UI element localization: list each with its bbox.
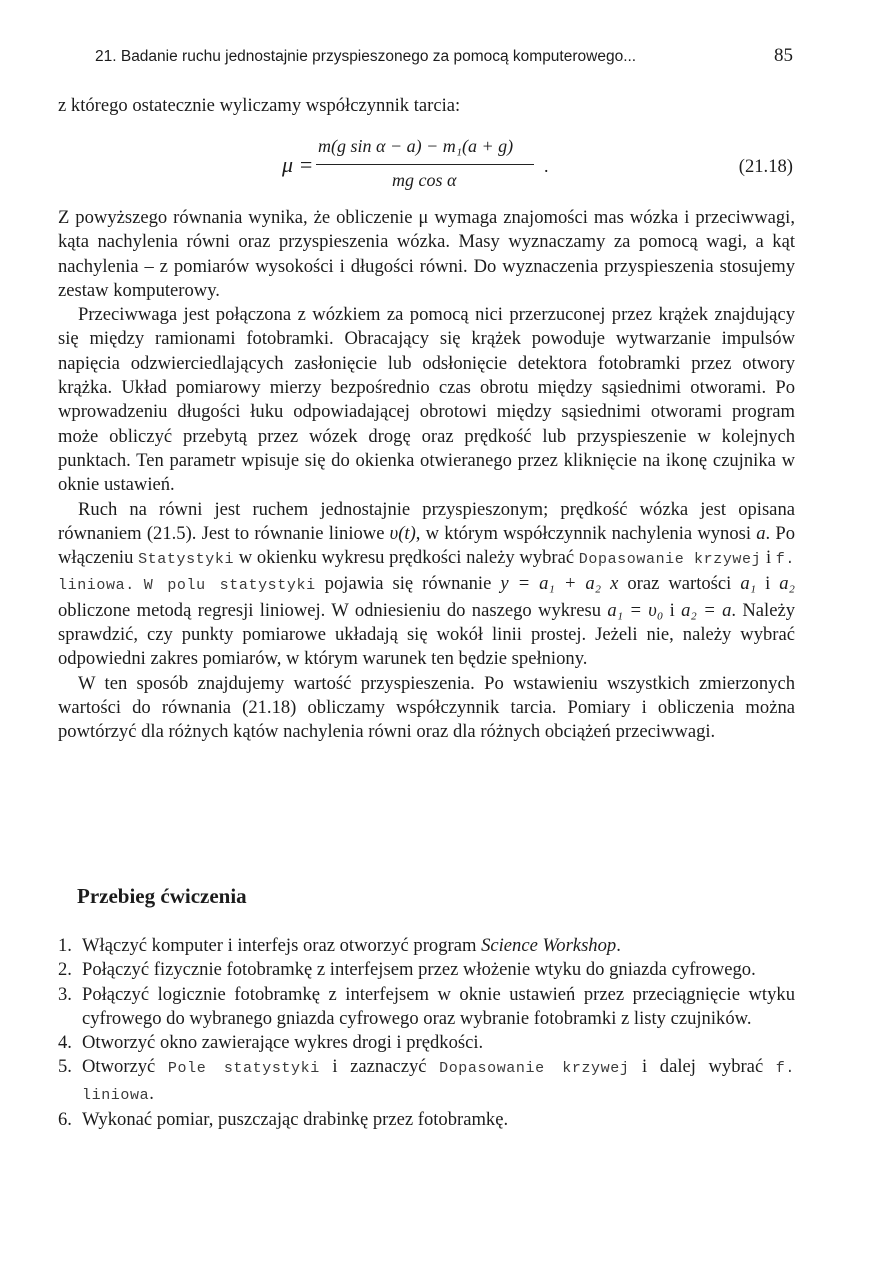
p3-text: . Należy sprawdzić, czy punkty pomiarowe układają się wokół linii prostej. Jeżeli nie, należy wybrać odpowiedni zakres pomiarów, w którym warunek ten będzie spełniony. [58,599,796,670]
ui-term-pole-statystyki: Pole statystyki [167,1060,320,1078]
formula-period: . [544,156,549,176]
ui-term-pole-statystyki: W polu statystyki [143,577,316,595]
formula-lhs: μ = [282,152,314,177]
friction-formula [282,130,622,200]
intro-line [58,94,795,118]
paragraph-4: W ten sposób znajdujemy wartość przyspieszenia. Po wstawieniu wszystkich zmierzonych wartości do równania (21.18) obliczamy współczynnik tarcia. Pomiary i obliczenia można powtórzyć dla różnych kątów nachylenia równi oraz dla różnych obciążeń przeciwwagi. [58,672,795,743]
procedure-list [58,934,795,1132]
ui-term-statystyki: Statystyki [138,551,235,569]
list-item [58,983,795,1032]
ui-term-f-liniowa: f. liniowa [82,1060,795,1104]
list-item-number: 1. [58,935,72,956]
p3-velocity-symbol: υ(t) [389,522,416,544]
list-item-text: i zaznaczyć [319,1056,440,1078]
list-item [58,934,795,958]
list-item [58,1055,795,1108]
ui-term-f-liniowa: f. liniowa. [58,551,795,595]
list-item-text: Połączyć fizycznie fotobramkę z interfejsem przez włożenie wtyku do gniazda cyfrowego. [82,959,756,981]
p3-text: obliczone metodą regresji liniowej. W odniesieniu do naszego wykresu [58,599,608,621]
ui-term-dopasowanie: Dopasowanie krzywej [578,551,762,569]
p3-text [135,573,144,594]
p3-text: i [756,573,780,595]
p3-text: pojawia się równanie [315,573,501,595]
list-item [58,1031,795,1055]
paragraph-2: Przeciwwaga jest połączona z wózkiem za pomocą nici przerzuconej przez krążek znajdujący się między ramionami fotobramki. Obracający się krążek powoduje wytwarzanie impulsów napięcia odzwierciedlających zasłonięcie lub odsłonięcie detektora fotobramki przez otwory krążka. Układ pomiarowy mierzy bezpośrednio czas obrotu między sąsiednimi otworami. Po wprowadzeniu długości łuku odpowiadającej obrotowi między sąsiednimi otworami program może obliczyć przebytą przez wózek drogę oraz prędkość lub przyspieszenie w kolejnych punktach. Ten parametr wpisuje się do okienka otwieranego przez kliknięcie na ikonę czujnika w oknie ustawień. [58,304,795,496]
p3-a2-equals-a: a₂ = a [681,599,732,621]
p3-a-symbol: a [756,522,766,544]
program-name: Science Workshop [481,935,617,956]
p3-text: oraz wartości [618,573,741,595]
body-text [58,206,795,745]
p3-text: w okienku wykresu prędkości należy wybrać [234,547,579,569]
list-item-number: 5. [58,1056,72,1078]
list-item-text: . [616,935,621,956]
list-item-number: 3. [58,983,72,1005]
list-item-text: . [149,1082,154,1104]
formula-denominator: mg cos α [392,170,457,190]
p3-text: Ruch na równi jest ruchem jednostajnie przyspieszonym; prędkość wózka jest opisana równaniem (21.5). Jest to równanie liniowe [58,498,795,544]
formula-numerator: m(g sin α − a) − m₁(a + g) [318,136,514,156]
p3-text: . Po włączeniu [58,522,796,569]
running-title: 21. Badanie ruchu jednostajnie przyspieszonego za pomocą komputerowego... [95,48,637,65]
list-item-text: Wykonać pomiar, puszczając drabinkę przez fotobramkę. [82,1109,509,1131]
list-item-text: Połączyć logicznie fotobramkę z interfejsem w oknie ustawień przez przeciągnięcie wtyku cyfrowego do wybranego gniazda cyfrowego oraz wybranie fotobramki z listy czujników. [82,983,795,1029]
section-title: Przebieg ćwiczenia [77,884,247,908]
list-item [58,1108,795,1132]
list-item-number: 6. [58,1109,72,1131]
list-item-text: Otworzyć okno zawierające wykres drogi i prędkości. [82,1032,484,1054]
page-number: 85 [774,45,793,66]
list-item [58,958,795,982]
paragraph-1: Z powyższego równania wynika, że obliczenie μ wymaga znajomości mas wózka i przeciwwagi, kąta nachylenia równi oraz przyspieszenia wózka. Masy wyznaczamy za pomocą wagi, a kąt nachylenia – z pomiarów wysokości i długości równi. Do wyznaczenia przyspieszenia stosujemy zestaw komputerowy. [58,207,795,301]
p3-a1-symbol: a₁ [740,573,757,595]
p3-a2-symbol: a₂ [779,573,795,595]
intro-text: z którego ostatecznie wyliczamy współczynnik tarcia: [58,95,461,116]
p3-text: i [663,599,682,621]
p3-text: i [761,547,776,569]
ui-term-dopasowanie: Dopasowanie krzywej [439,1060,630,1078]
list-item-text: Otworzyć [82,1056,168,1078]
paragraph-3 [58,498,795,672]
list-item-number: 2. [58,959,72,981]
list-item-text: i dalej wybrać [629,1056,776,1078]
list-item-text: Włączyć komputer i interfejs oraz otworzyć program [82,935,482,956]
p3-regression-equation: y = a₁ + a₂ x [500,573,619,595]
p3-a1-equals-v0: a₁ = υ₀ [607,599,664,621]
list-item-number: 4. [58,1032,72,1054]
p3-text: , w którym współczynnik nachylenia wynosi [415,522,757,544]
running-header [95,45,795,69]
equation-number: (21.18) [738,156,793,177]
fraction-bar [316,164,534,165]
